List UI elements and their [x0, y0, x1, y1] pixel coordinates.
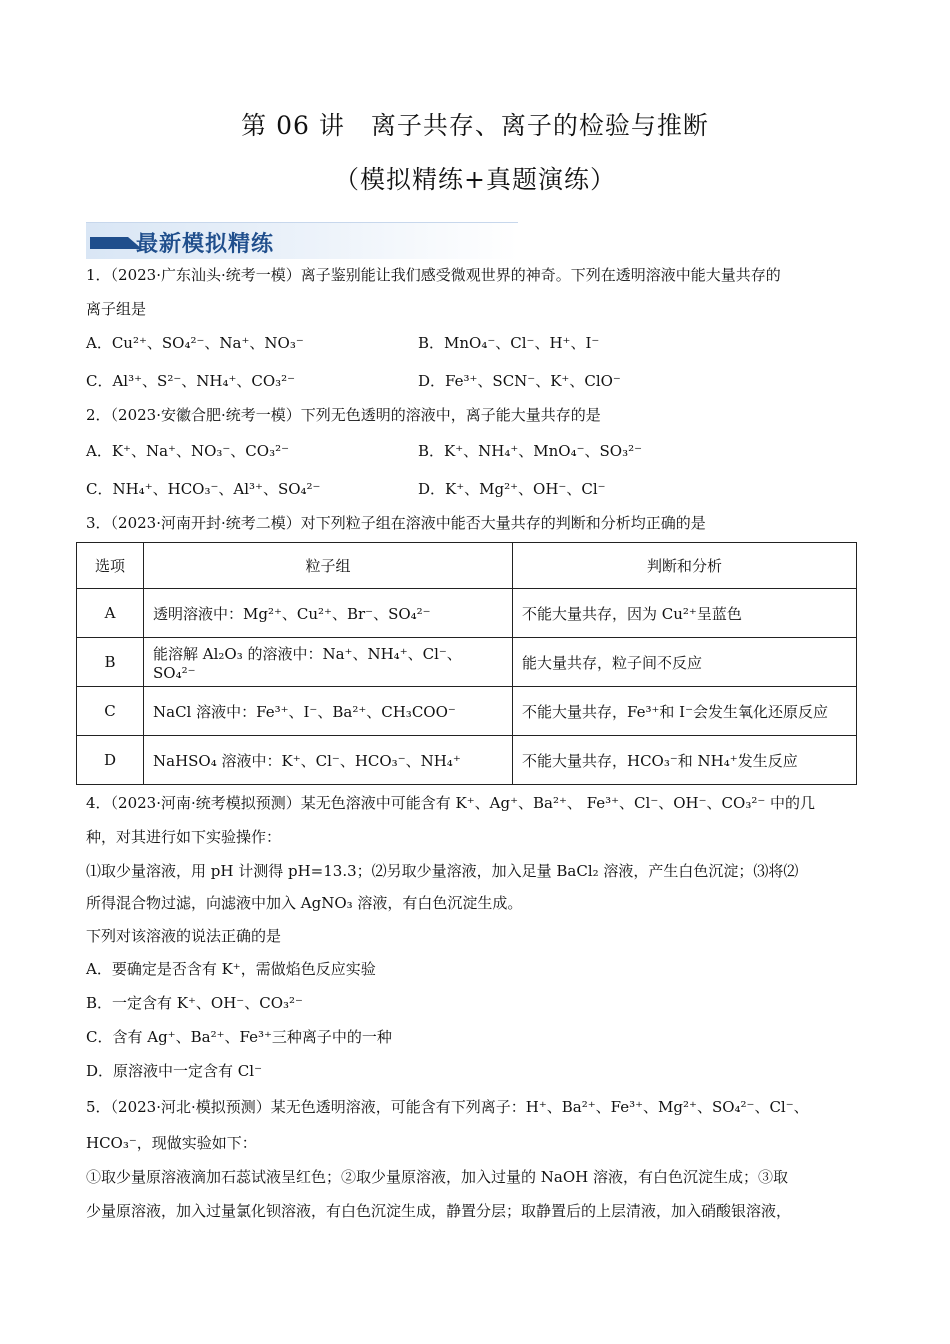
q5-stem-line2: HCO₃⁻，现做实验如下： — [86, 1134, 257, 1152]
table-cell-option: A — [77, 589, 144, 638]
q4-ask: 下列对该溶液的说法正确的是 — [86, 927, 282, 945]
table-cell-judge: 能大量共存，粒子间不反应 — [513, 638, 857, 687]
table-row — [77, 589, 857, 638]
table-cell-option: C — [77, 687, 144, 736]
q2-option-a: A．K⁺、Na⁺、NO₃⁻、CO₃²⁻ — [86, 442, 290, 460]
q1-stem-line2: 离子组是 — [86, 300, 147, 318]
q4-steps-line1: ⑴取少量溶液，用 pH 计测得 pH=13.3；⑵另取少量溶液，加入足量 BaCl₂ 溶液，产生白色沉淀；⑶将⑵ — [86, 862, 799, 880]
table-cell-group: 能溶解 Al₂O₃ 的溶液中：Na⁺、NH₄⁺、Cl⁻、SO₄²⁻ — [144, 638, 513, 687]
table-cell-judge: 不能大量共存，Fe³⁺和 I⁻会发生氧化还原反应 — [513, 687, 857, 736]
section-banner — [86, 222, 518, 259]
table-cell-option: D — [77, 736, 144, 785]
q5-steps-line2: 少量原溶液，加入过量氯化钡溶液，有白色沉淀生成，静置分层；取静置后的上层清液，加入硝酸银溶液， — [86, 1202, 792, 1220]
q4-option-b: B．一定含有 K⁺、OH⁻、CO₃²⁻ — [86, 994, 303, 1012]
q1-stem-line1: 1．（2023·广东汕头·统考一模）离子鉴别能让我们感受微观世界的神奇。下列在透明溶液中能大量共存的 — [86, 266, 781, 284]
q2-option-d: D．K⁺、Mg²⁺、OH⁻、Cl⁻ — [418, 480, 606, 498]
page-title: 第 06 讲 离子共存、离子的检验与推断 — [241, 111, 709, 140]
q4-stem-line1: 4．（2023·河南·统考模拟预测）某无色溶液中可能含有 K⁺、Ag⁺、Ba²⁺、 Fe³⁺、Cl⁻、OH⁻、CO₃²⁻ 中的几 — [86, 794, 816, 812]
section-title: 最新模拟精练 — [136, 232, 275, 257]
q1-option-b: B．MnO₄⁻、Cl⁻、H⁺、I⁻ — [418, 334, 600, 352]
table-cell-judge: 不能大量共存，HCO₃⁻和 NH₄⁺发生反应 — [513, 736, 857, 785]
q3-table — [76, 542, 857, 785]
page-subtitle: （模拟精练+真题演练） — [334, 165, 616, 194]
table-cell-option: B — [77, 638, 144, 687]
q1-option-a: A．Cu²⁺、SO₄²⁻、Na⁺、NO₃⁻ — [86, 334, 304, 352]
q4-option-a: A．要确定是否含有 K⁺，需做焰色反应实验 — [86, 960, 376, 978]
table-cell-group: 透明溶液中：Mg²⁺、Cu²⁺、Br⁻、SO₄²⁻ — [144, 589, 513, 638]
q4-steps-line2: 所得混合物过滤，向滤液中加入 AgNO₃ 溶液，有白色沉淀生成。 — [86, 894, 523, 912]
table-header-row — [77, 543, 857, 589]
table-row — [77, 638, 857, 687]
q2-option-b: B．K⁺、NH₄⁺、MnO₄⁻、SO₃²⁻ — [418, 442, 643, 460]
table-header-cell: 选项 — [77, 543, 144, 589]
q2-option-c: C．NH₄⁺、HCO₃⁻、Al³⁺、SO₄²⁻ — [86, 480, 321, 498]
q1-option-c: C．Al³⁺、S²⁻、NH₄⁺、CO₃²⁻ — [86, 372, 296, 390]
table-cell-group: NaHSO₄ 溶液中：K⁺、Cl⁻、HCO₃⁻、NH₄⁺ — [144, 736, 513, 785]
q2-stem: 2．（2023·安徽合肥·统考一模）下列无色透明的溶液中，离子能大量共存的是 — [86, 406, 601, 424]
table-header-cell: 判断和分析 — [513, 543, 857, 589]
table-cell-group: NaCl 溶液中：Fe³⁺、I⁻、Ba²⁺、CH₃COO⁻ — [144, 687, 513, 736]
q1-option-d: D．Fe³⁺、SCN⁻、K⁺、ClO⁻ — [418, 372, 621, 390]
banner-bar-icon — [90, 237, 128, 249]
table-row — [77, 736, 857, 785]
q5-stem-line1: 5．（2023·河北·模拟预测）某无色透明溶液，可能含有下列离子：H⁺、Ba²⁺、Fe³⁺、Mg²⁺、SO₄²⁻、Cl⁻、 — [86, 1098, 809, 1116]
q3-stem: 3．（2023·河南开封·统考二模）对下列粒子组在溶液中能否大量共存的判断和分析均正确的是 — [86, 514, 706, 532]
q5-steps-line1: ①取少量原溶液滴加石蕊试液呈红色；②取少量原溶液，加入过量的 NaOH 溶液，有白色沉淀生成；③取 — [86, 1168, 788, 1186]
q4-stem-line2: 种，对其进行如下实验操作： — [86, 828, 282, 846]
q4-option-d: D．原溶液中一定含有 Cl⁻ — [86, 1062, 262, 1080]
table-cell-judge: 不能大量共存，因为 Cu²⁺呈蓝色 — [513, 589, 857, 638]
q4-option-c: C．含有 Ag⁺、Ba²⁺、Fe³⁺三种离子中的一种 — [86, 1028, 392, 1046]
table-header-cell: 粒子组 — [144, 543, 513, 589]
table-row — [77, 687, 857, 736]
